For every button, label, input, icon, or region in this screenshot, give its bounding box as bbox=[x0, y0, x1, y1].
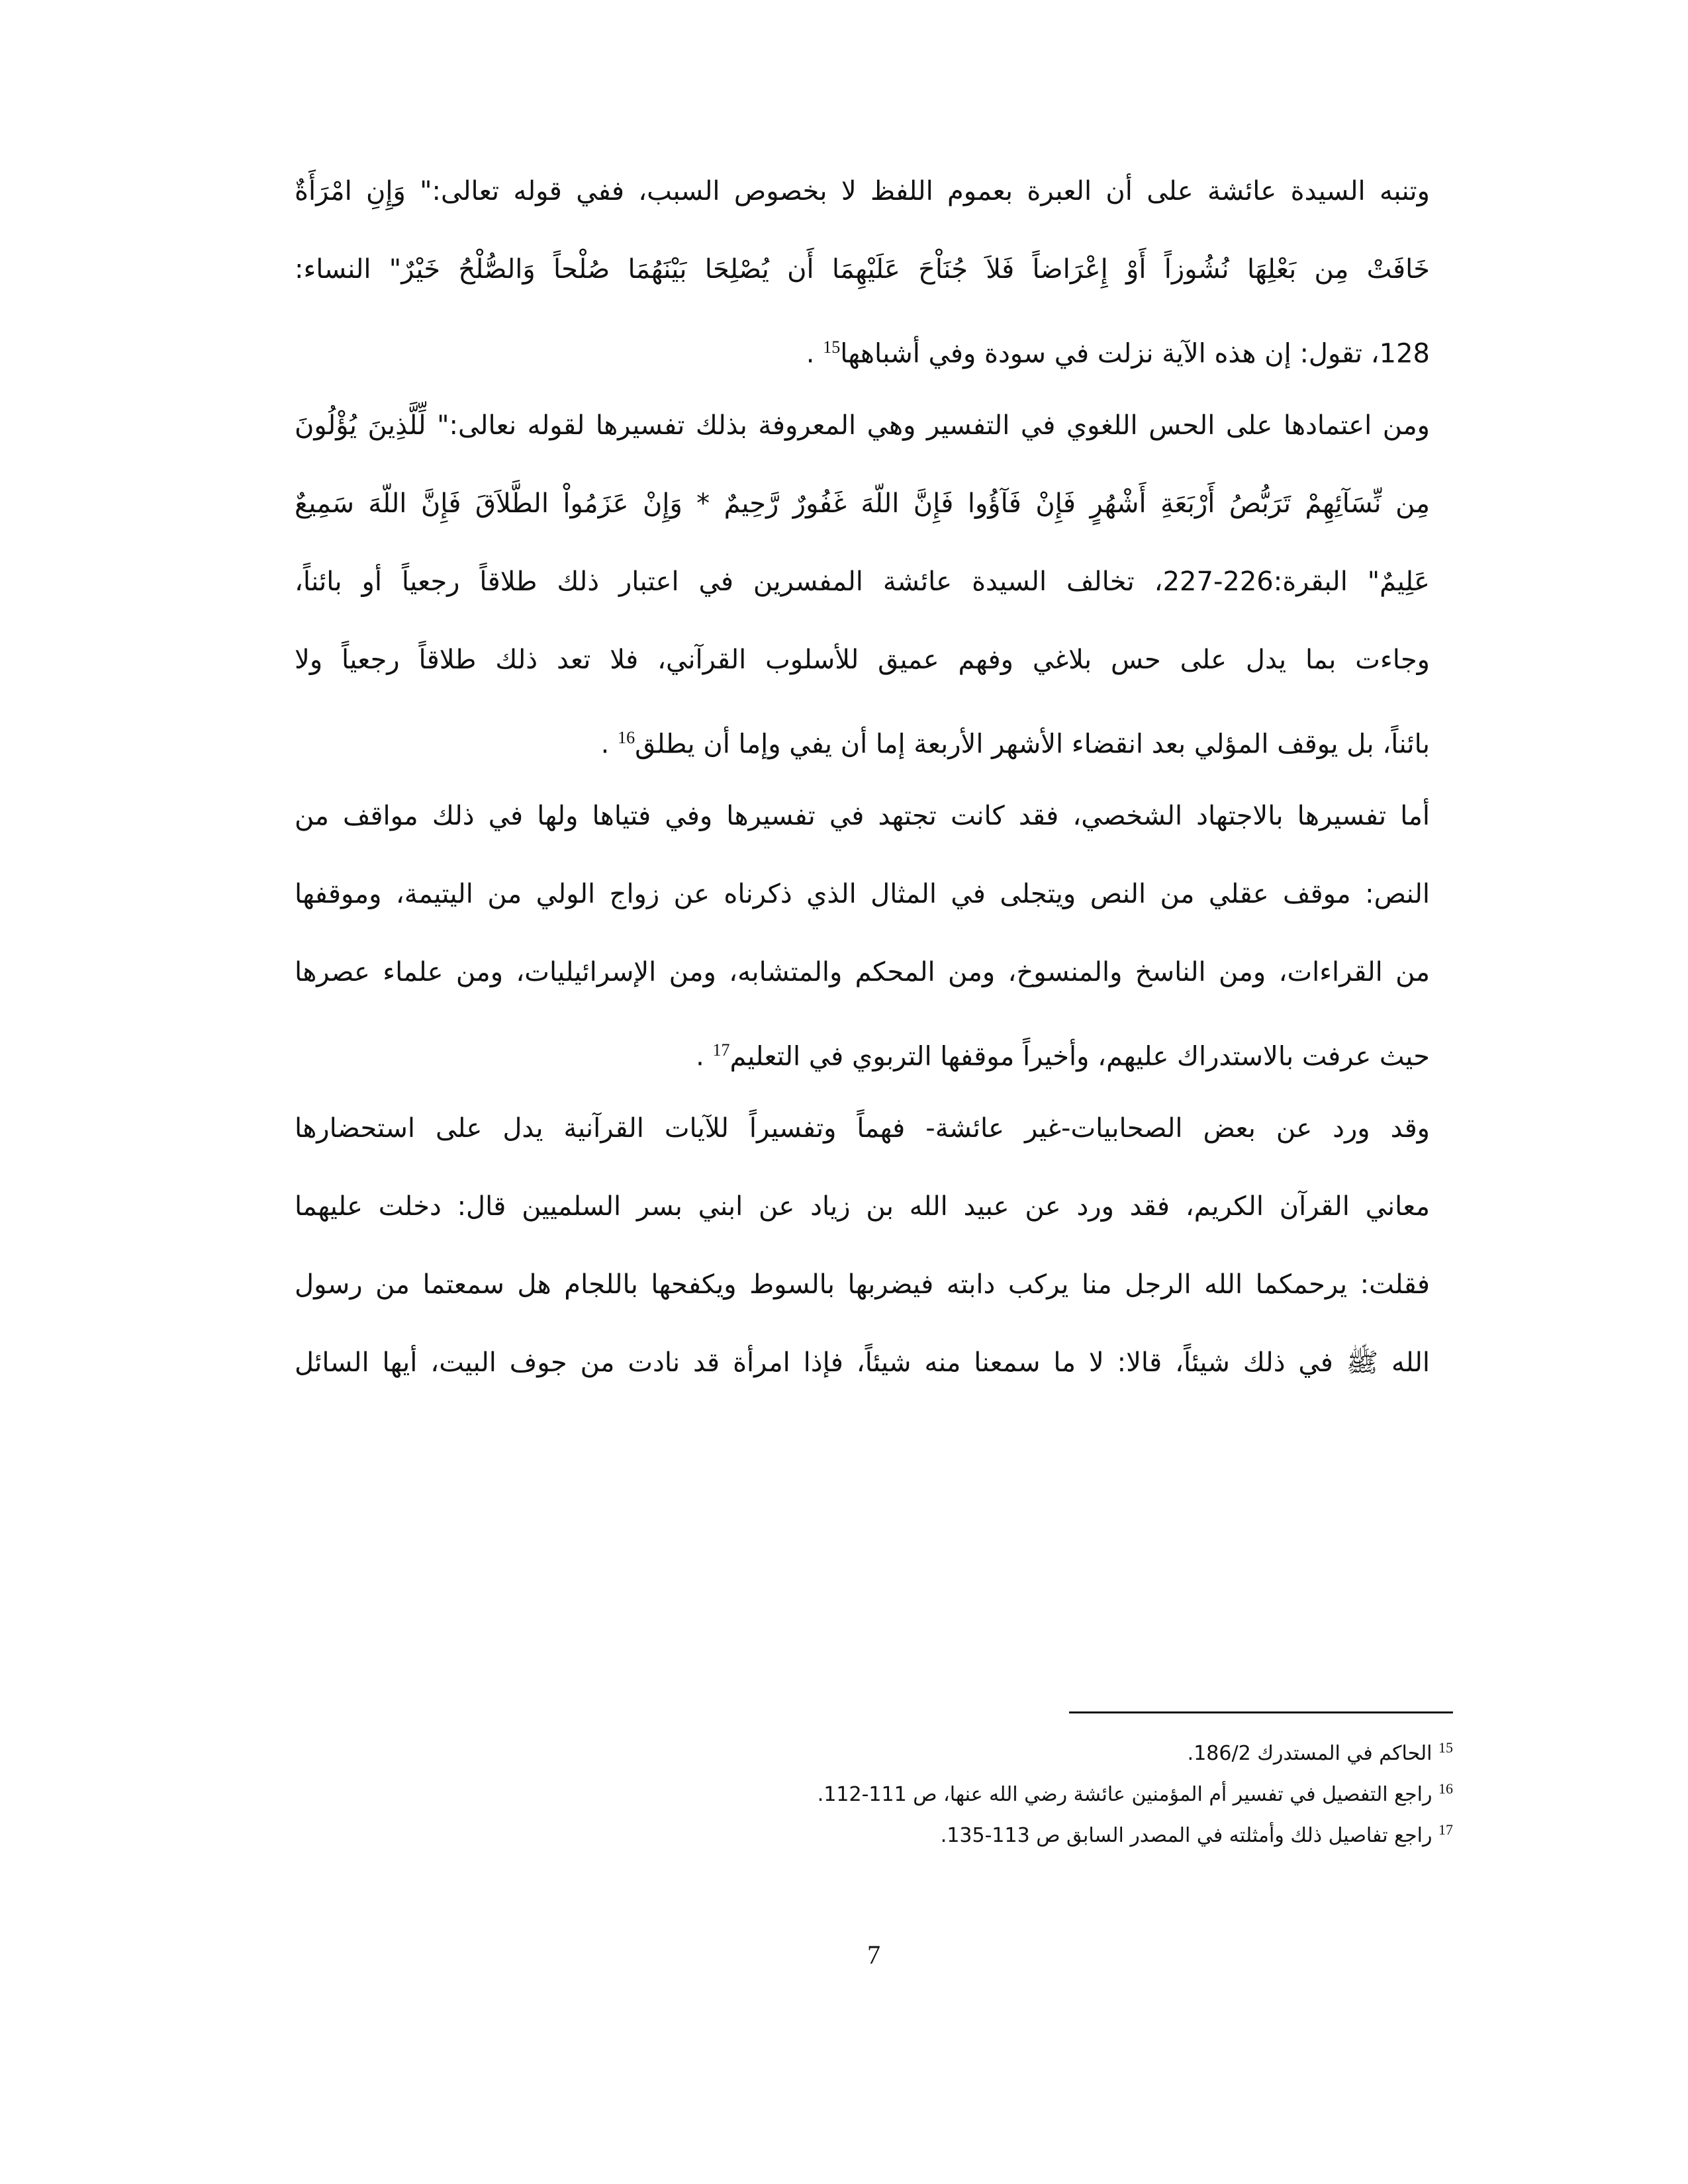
text-line-content: 128، تقول: إن هذه الآية نزلت في سودة وفي أشباهها bbox=[840, 338, 1430, 369]
text-line: معاني القرآن الكريم، فقد ورد عن عبيد الله بن زياد عن ابني بسر السلميين قال: دخلت عليهما bbox=[295, 1191, 1430, 1222]
footnote-text: راجع التفصيل في تفسير أم المؤمنين عائشة رضي الله عنها، ص 111-112. bbox=[817, 1783, 1432, 1806]
footnote-number: 15 bbox=[1438, 1739, 1453, 1756]
text-line: النص: موقف عقلي من النص ويتجلى في المثال الذي ذكرناه عن زواج الولي من اليتيمة، وموقفها bbox=[295, 879, 1430, 909]
body-text bbox=[295, 152, 1430, 1402]
footnote bbox=[818, 1727, 1453, 1768]
footnote-ref[interactable]: 15 bbox=[823, 338, 841, 357]
paragraph bbox=[295, 777, 1430, 1089]
footnote-number: 17 bbox=[1438, 1821, 1453, 1838]
paragraph bbox=[295, 1089, 1430, 1402]
paragraph bbox=[295, 152, 1430, 387]
footnote-ref[interactable]: 17 bbox=[712, 1040, 730, 1060]
footnote-text: راجع تفاصيل ذلك وأمثلته في المصدر السابق ص 113-135. bbox=[940, 1824, 1432, 1847]
text-line: خَافَتْ مِن بَعْلِهَا نُشُوزاً أَوْ إِعْرَاضاً فَلاَ جُنَاْحَ عَلَيْهِمَا أَن يُصْلِحَا بَيْنَهُمَا صُلْحاً وَالصُّلْحُ خَيْرٌ" النساء: bbox=[295, 254, 1430, 285]
footnotes bbox=[818, 1727, 1453, 1850]
footnote-text: الحاكم في المستدرك 186/2. bbox=[1187, 1742, 1432, 1765]
text-line: 128، تقول: إن هذه الآية نزلت في سودة وفي أشباهها$^{15}$ . bbox=[806, 338, 1430, 369]
footnote-ref[interactable]: 16 bbox=[618, 728, 635, 747]
text-line: وقد ورد عن بعض الصحابيات-غير عائشة- فهماً وتفسيراً للآيات القرآنية يدل على استحضارها bbox=[295, 1113, 1430, 1144]
text-line: بائناً، بل يوقف المؤلي بعد انقضاء الأشهر الأربعة إما أن يفي وإما أن يطلق$^{16}$ . bbox=[600, 728, 1430, 760]
footnote-separator bbox=[1069, 1711, 1453, 1713]
text-line: وتنبه السيدة عائشة على أن العبرة بعموم اللفظ لا بخصوص السبب، ففي قوله تعالى:" وَإِنِ امْرَأَةٌ bbox=[295, 176, 1430, 206]
footnote bbox=[818, 1809, 1453, 1850]
text-line: فقلت: يرحمكما الله الرجل منا يركب دابته فيضربها بالسوط ويكفحها باللجام هل سمعتما من رسول bbox=[295, 1269, 1430, 1300]
text-line: وجاءت بما يدل على حس بلاغي وفهم عميق للأسلوب القرآني، فلا تعد ذلك طلاقاً رجعياً ولا bbox=[295, 645, 1430, 675]
text-line-content: حيث عرفت بالاستدراك عليهم، وأخيراً موقفها التربوي في التعليم bbox=[729, 1041, 1430, 1072]
text-line-content: بائناً، بل يوقف المؤلي بعد انقضاء الأشهر الأربعة إما أن يفي وإما أن يطلق bbox=[635, 729, 1430, 760]
text-line: ومن اعتمادها على الحس اللغوي في التفسير وهي المعروفة بذلك تفسيرها لقوله نعالى:" لِّلَّذِينَ يُؤْلُونَ bbox=[295, 410, 1430, 441]
text-line: من القراءات، ومن الناسخ والمنسوخ، ومن المحكم والمتشابه، ومن الإسرائيليات، ومن علماء عصرها bbox=[295, 957, 1430, 987]
footnote-number: 16 bbox=[1438, 1780, 1453, 1797]
text-line: عَلِيمٌ" البقرة:226-227، تخالف السيدة عائشة المفسرين في اعتبار ذلك طلاقاً رجعياً أو بائناً، bbox=[295, 567, 1430, 597]
text-line: الله ﷺ في ذلك شيئاً، قالا: لا ما سمعنا منه شيئاً، فإذا امرأة قد نادت من جوف البيت، أيها السائل bbox=[295, 1347, 1430, 1378]
text-line: أما تفسيرها بالاجتهاد الشخصي، فقد كانت تجتهد في تفسيرها وفي فتياها ولها في ذلك مواقف من bbox=[295, 801, 1430, 831]
text-line: حيث عرفت بالاستدراك عليهم، وأخيراً موقفها التربوي في التعليم$^{17}$ . bbox=[696, 1040, 1430, 1072]
footnote bbox=[818, 1768, 1453, 1809]
page-number: 7 bbox=[867, 1940, 880, 1970]
paragraph bbox=[295, 387, 1430, 777]
text-line: مِن نِّسَآئِهِمْ تَرَبُّصُ أَرْبَعَةِ أَشْهُرٍ فَإِنْ فَآؤُوا فَإِنَّ اللّهَ غَفُورٌ رَّحِيمٌ * وَإِنْ عَزَمُواْ الطَّلاَقَ فَإِنَّ اللّهَ سَمِيعٌ bbox=[295, 488, 1430, 519]
